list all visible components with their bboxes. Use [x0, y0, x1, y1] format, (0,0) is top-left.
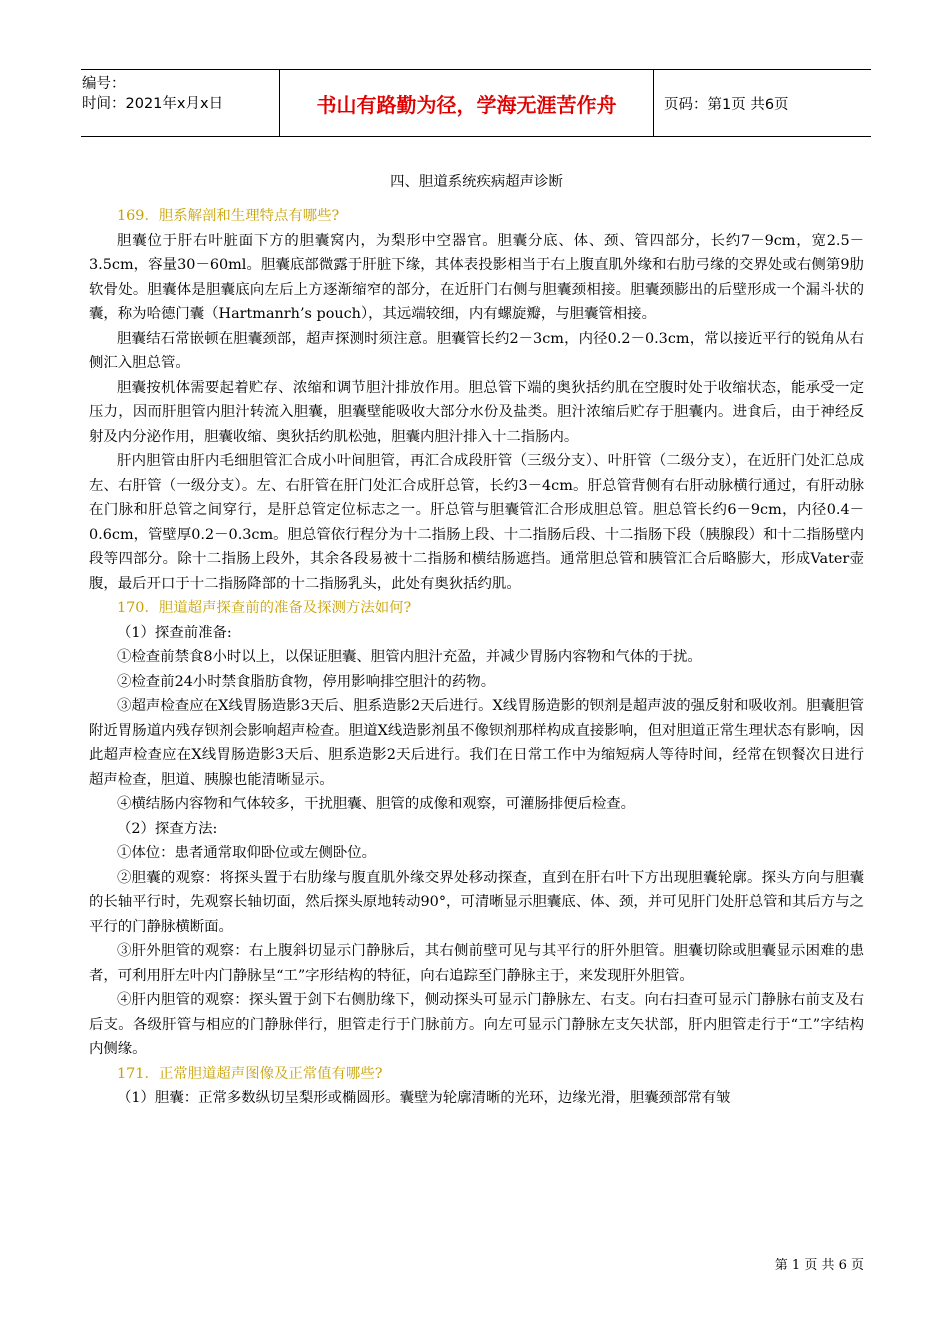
subsection-heading: （1）探查前准备: — [117, 624, 232, 641]
doc-date-label: 时间：2021年x月x日 — [82, 96, 224, 112]
header-page-info: 页码：第1页 共6页 — [664, 96, 789, 113]
paragraph: 胆囊结石常嵌顿在胆囊颈部，超声探测时须注意。胆囊管长约2－3cm，内径0.2－0.3cm，常以接近平行的锐角从右侧汇入胆总管。 — [89, 330, 864, 371]
header-meta — [81, 70, 280, 136]
document-body — [89, 170, 864, 1111]
question-170: 170．胆道超声探查前的准备及探测方法如何? — [117, 600, 412, 616]
paragraph: 肝内胆管由肝内毛细胆管汇合成小叶间胆管，再汇合成段肝管（三级分支）、叶肝管（二级分支），在近肝门处汇总成左、右肝管（一级分支）。左、右肝管在肝门处汇合成肝总管，长约3－4cm。肝总管背侧有右肝动脉横行通过，有肝动脉在门脉和肝总管之间穿行，是肝总管定位标志之一。肝总管与胆囊管汇合形成胆总管。胆总管长约6－9cm，内径0.4－0.6cm，管壁厚0.2－0.3cm。胆总管依行程分为十二指肠上段、十二指肠后段、十二指肠下段（胰腺段）和十二指肠壁内段等四部分。除十二指肠上段外，其余各段易被十二指肠和横结肠遮挡。通常胆总管和胰管汇合后略膨大，形成Vater壶腹，最后开口于十二指肠降部的十二指肠乳头，此处有奥狄括约肌。 — [89, 453, 864, 592]
paragraph: 胆囊按机体需要起着贮存、浓缩和调节胆汁排放作用。胆总管下端的奥狄括约肌在空腹时处于收缩状态，能承受一定压力，因而肝胆管内胆汁转流入胆囊，胆囊壁能吸收大部分水份及盐类。胆汁浓缩后贮存于胆囊内。进食后，由于神经反射及内分泌作用，胆囊收缩、奥狄括约肌松弛，胆囊内胆汁排入十二指肠内。 — [89, 379, 864, 445]
header-motto: 书山有路勤为径，学海无涯苦作舟 — [280, 70, 654, 136]
list-item: ④肝内胆管的观察：探头置于剑下右侧肋缘下，侧动探头可显示门静脉左、右支。向右扫查可显示门静脉右前支及右后支。各级肝管与相应的门静脉伴行，胆管走行于门脉前方。向左可显示门静脉左支矢状部，肝内胆管走行于“工”字结构内侧缘。 — [89, 992, 864, 1057]
question-171: 171．正常胆道超声图像及正常值有哪些? — [117, 1065, 383, 1082]
subsection-heading: （2）探查方法: — [117, 820, 218, 837]
list-item: ④横结肠内容物和气体较多，干扰胆囊、胆管的成像和观察，可灌肠排便后检查。 — [117, 796, 636, 812]
paragraph: （1）胆囊：正常多数纵切呈梨形或椭圆形。囊壁为轮廓清晰的光环，边缘光滑，胆囊颈部常有皱 — [117, 1090, 731, 1106]
list-item: ①检查前禁食8小时以上，以保证胆囊、胆管内胆汁充盈，并减少胃肠内容物和气体的于扰。 — [117, 649, 702, 665]
question-169: 169．胆系解剖和生理特点有哪些? — [117, 208, 340, 224]
list-item: ③肝外胆管的观察：右上腹斜切显示门静脉后，其右侧前壁可见与其平行的肝外胆管。胆囊切除或胆囊显示困难的患者，可利用肝左叶内门静脉呈“工”字形结构的特征，向右追踪至门静脉主于，来发现肝外胆管。 — [89, 943, 864, 984]
list-item: ①体位：患者通常取仰卧位或左侧卧位。 — [117, 845, 377, 861]
page-header — [81, 69, 871, 137]
page-footer: 第 1 页 共 6 页 — [774, 1258, 864, 1273]
list-item: ②检查前24小时禁食脂肪食物，停用影响排空胆汁的药物。 — [117, 673, 496, 690]
list-item: ③超声检查应在X线胃肠造影3天后、胆系造影2天后进行。X线胃肠造影的钡剂是超声波的强反射和吸收剂。胆囊胆管附近胃肠道内残存钡剂会影响超声检查。胆道X线造影剂虽不像钡剂那样构成直接影响，但对胆道正常生理状态有影响，因此超声检查应在X线胃肠造影3天后、胆系造影2天后进行。我们在日常工作中为缩短病人等待时间，经常在钡餐次日进行超声检查，胆道、胰腺也能清晰显示。 — [89, 698, 864, 788]
list-item: ②胆囊的观察：将探头置于右肋缘与腹直肌外缘交界处移动探查，直到在肝右叶下方出现胆囊轮廓。探头方向与胆囊的长轴平行时，先观察长轴切面，然后探头原地转动90°，可清晰显示胆囊底、体、颈，并可见肝门处肝总管和其后方与之平行的门静脉横断面。 — [89, 869, 864, 935]
paragraph: 胆囊位于肝右叶脏面下方的胆囊窝内，为梨形中空器官。胆囊分底、体、颈、管四部分，长约7－9cm，宽2.5－3.5cm，容量30－60ml。胆囊底部微露于肝脏下缘，其体表投影相当于右上腹直肌外缘和右肋弓缘的交界处或右侧第9肋软骨处。胆囊体是胆囊底向左后上方逐渐缩窄的部分，在近肝门右侧与胆囊颈相接。胆囊颈膨出的后壁形成一个漏斗状的囊，称为哈德门囊（Hartmanrh’s pouch），其远端较细，内有螺旋瓣，与胆囊管相接。 — [89, 232, 864, 322]
section-title: 四、胆道系统疾病超声诊断 — [390, 174, 563, 190]
doc-number-label: 编号： — [82, 76, 126, 92]
